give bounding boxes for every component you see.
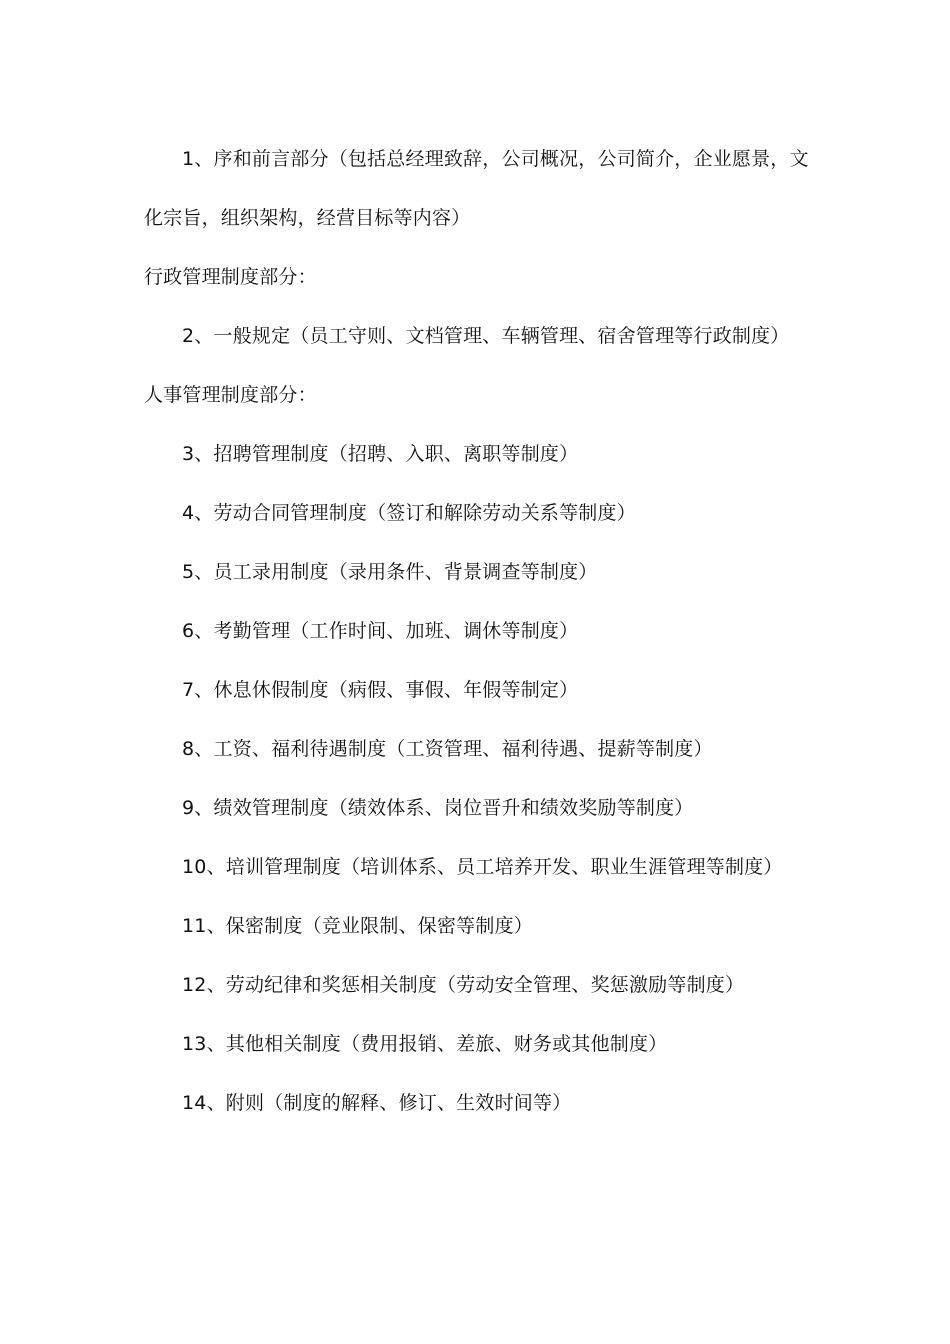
document-body (144, 130, 812, 1133)
list-item-hr-11: 11、保密制度（竞业限制、保密等制度） (182, 915, 533, 937)
list-item-hr-5: 5、员工录用制度（录用条件、背景调查等制度） (182, 561, 598, 583)
list-item-hr-13: 13、其他相关制度（费用报销、差旅、财务或其他制度） (182, 1033, 668, 1055)
hr-section-heading: 人事管理制度部分： (144, 384, 317, 406)
intro-line-1: 1、序和前言部分（包括总经理致辞，公司概况，公司简介，企业愿景，文 (182, 148, 809, 170)
list-item-hr-8: 8、工资、福利待遇制度（工资管理、福利待遇、提薪等制度） (182, 738, 713, 760)
list-item-hr-3: 3、招聘管理制度（招聘、入职、离职等制度） (182, 443, 579, 465)
list-item-admin-2: 2、一般规定（员工守则、文档管理、车辆管理、宿舍管理等行政制度） (182, 325, 790, 347)
list-item-hr-10: 10、培训管理制度（培训体系、员工培养开发、职业生涯管理等制度） (182, 856, 783, 878)
list-item-hr-7: 7、休息休假制度（病假、事假、年假等制定） (182, 679, 579, 701)
list-item-hr-14: 14、附则（制度的解释、修订、生效时间等） (182, 1092, 572, 1114)
list-item-hr-4: 4、劳动合同管理制度（签订和解除劳动关系等制度） (182, 502, 636, 524)
list-item-hr-9: 9、绩效管理制度（绩效体系、岗位晋升和绩效奖励等制度） (182, 797, 694, 819)
admin-section-heading: 行政管理制度部分： (144, 266, 317, 288)
intro-line-2: 化宗旨，组织架构，经营目标等内容） (144, 207, 471, 229)
list-item-hr-6: 6、考勤管理（工作时间、加班、调休等制度） (182, 620, 579, 642)
list-item-hr-12: 12、劳动纪律和奖惩相关制度（劳动安全管理、奖惩激励等制度） (182, 974, 745, 996)
